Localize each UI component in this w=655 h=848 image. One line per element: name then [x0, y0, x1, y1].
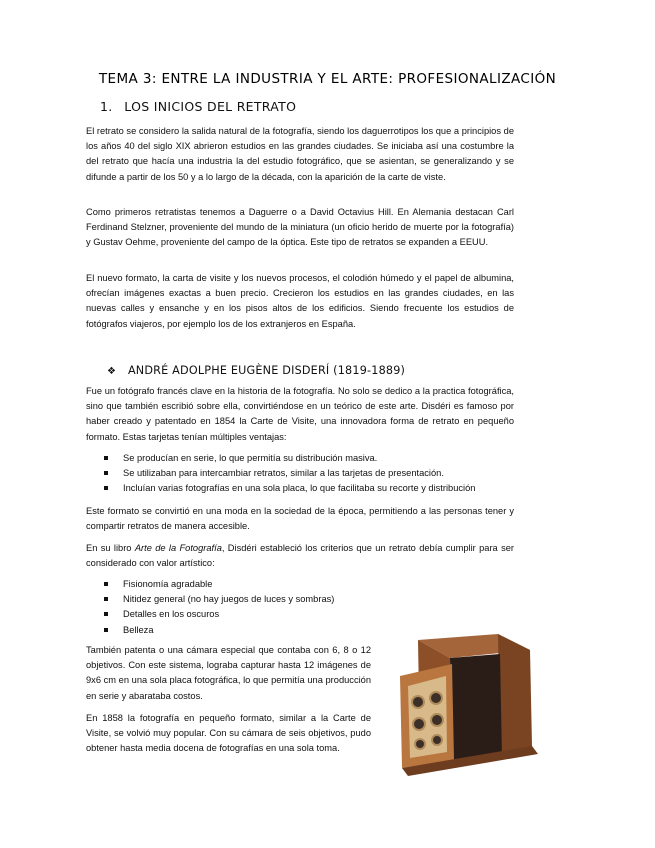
list-item: Nitidez general (no hay juegos de luces y sombras): [104, 592, 334, 607]
list-item: Se utilizaban para intercambiar retratos, similar a las tarjetas de presentación.: [104, 466, 475, 481]
lens-icon: [430, 692, 442, 704]
paragraph-popular: En 1858 la fotografía en pequeño formato, similar a la Carte de Visite, se volvió muy popular. Con su cámara de seis objetivos, pudo obtener hasta media docena de fotografías en una sola toma.: [86, 713, 371, 754]
book-text-after: , Disdéri estableció los criterios que un retrato debía cumplir para ser considerado con valor artístico:: [86, 543, 514, 569]
lens-icon: [413, 718, 425, 730]
paragraph-disderi-intro: Fue un fotógrafo francés clave en la historia de la fotografía. No solo se dedico a la practica fotográfica, sino que también escribió sobre ella, convirtiéndose en un teórico de este arte. Disdéri es famoso por haber creado y patentado en 1854 la Carte de Visite, una innovadora forma de retrato en pequeño formato. Estas tarjetas tenían múltiples ventajas:: [86, 386, 514, 442]
list-item: Incluían varias fotografías en una sola placa, lo que facilitaba su recorte y distribución: [104, 481, 475, 496]
paragraph-retratistas: Como primeros retratistas tenemos a Daguerre o a David Octavius Hill. En Alemania destacan Carl Ferdinand Stelzner, proveniente del mundo de la miniatura (un oficio herido de muerte por la fotografía) y Gustav Oehme, proveniente del campo de la óptica. Este tipo de retratos se expanden a EEUU.: [86, 207, 514, 248]
section-heading-retrato: [100, 99, 296, 114]
paragraph-intro: El retrato se considero la salida natural de la fotografía, siendo los daguerrotipos los que a principios de los años 40 del siglo XIX abrieron estudios en las grandes ciudades. Se iniciaba así una costumbre la del retrato que hacía una industria la del estudio fotográfico, que se asientan, se generalizando y se difunde a partir de los 50 y a lo largo de la década, con la aparición de la carte de viste.: [86, 126, 514, 182]
list-item: Detalles en los oscuros: [104, 607, 334, 622]
list-item: Belleza: [104, 623, 334, 638]
paragraph-formato: El nuevo formato, la carta de visite y los nuevos procesos, el colodión húmedo y el papel de albumina, ofrecían imágenes exactas a buen precio. Crecieron los estudios en las grandes ciudades, en las nuevas calles y ensanche y en los pisos altos de los edificios. Siendo frecuente los estudios de fotógrafos viajeros, por ejemplo los de los extranjeros en España.: [86, 273, 514, 329]
lens-icon: [415, 739, 425, 749]
page-title: TEMA 3: ENTRE LA INDUSTRIA Y EL ARTE: PROFESIONALIZACIÓN: [98, 71, 557, 87]
book-title: Arte de la Fotografía: [134, 543, 222, 553]
criteria-list: [104, 577, 334, 638]
book-text-before: En su libro: [86, 543, 135, 553]
paragraph-fashion: Este formato se convirtió en una moda en la sociedad de la época, permitiendo a las personas tener y compartir retratos de manera accesible.: [86, 506, 514, 532]
list-item: Se producían en serie, lo que permitía su distribución masiva.: [104, 451, 475, 466]
lens-icon: [412, 696, 424, 708]
list-item: Fisionomía agradable: [104, 577, 334, 592]
lens-icon: [431, 714, 443, 726]
camera-body-side: [498, 634, 532, 760]
paragraph-camera: También patenta o una cámara especial que contaba con 6, 8 o 12 objetivos. Con este sistema, lograba capturar hasta 12 imágenes de 9x6 cm en una sola placa fotográfica, lo que permitía una producción en serie y abarataba costos.: [86, 645, 371, 701]
camera-bellows: [450, 654, 502, 768]
advantages-list: [104, 451, 475, 497]
diamond-bullet-icon: ❖: [107, 366, 117, 377]
subsection-heading-disderi: [107, 364, 405, 377]
subsection-heading-text: ANDRÉ ADOLPHE EUGÈNE DISDERÍ (1819-1889): [127, 364, 406, 377]
paragraph-book: [86, 541, 514, 571]
section-number: 1.: [100, 99, 113, 114]
section-heading-text: LOS INICIOS DEL RETRATO: [124, 99, 297, 114]
camera-photo: [380, 628, 550, 778]
lens-icon: [432, 735, 442, 745]
